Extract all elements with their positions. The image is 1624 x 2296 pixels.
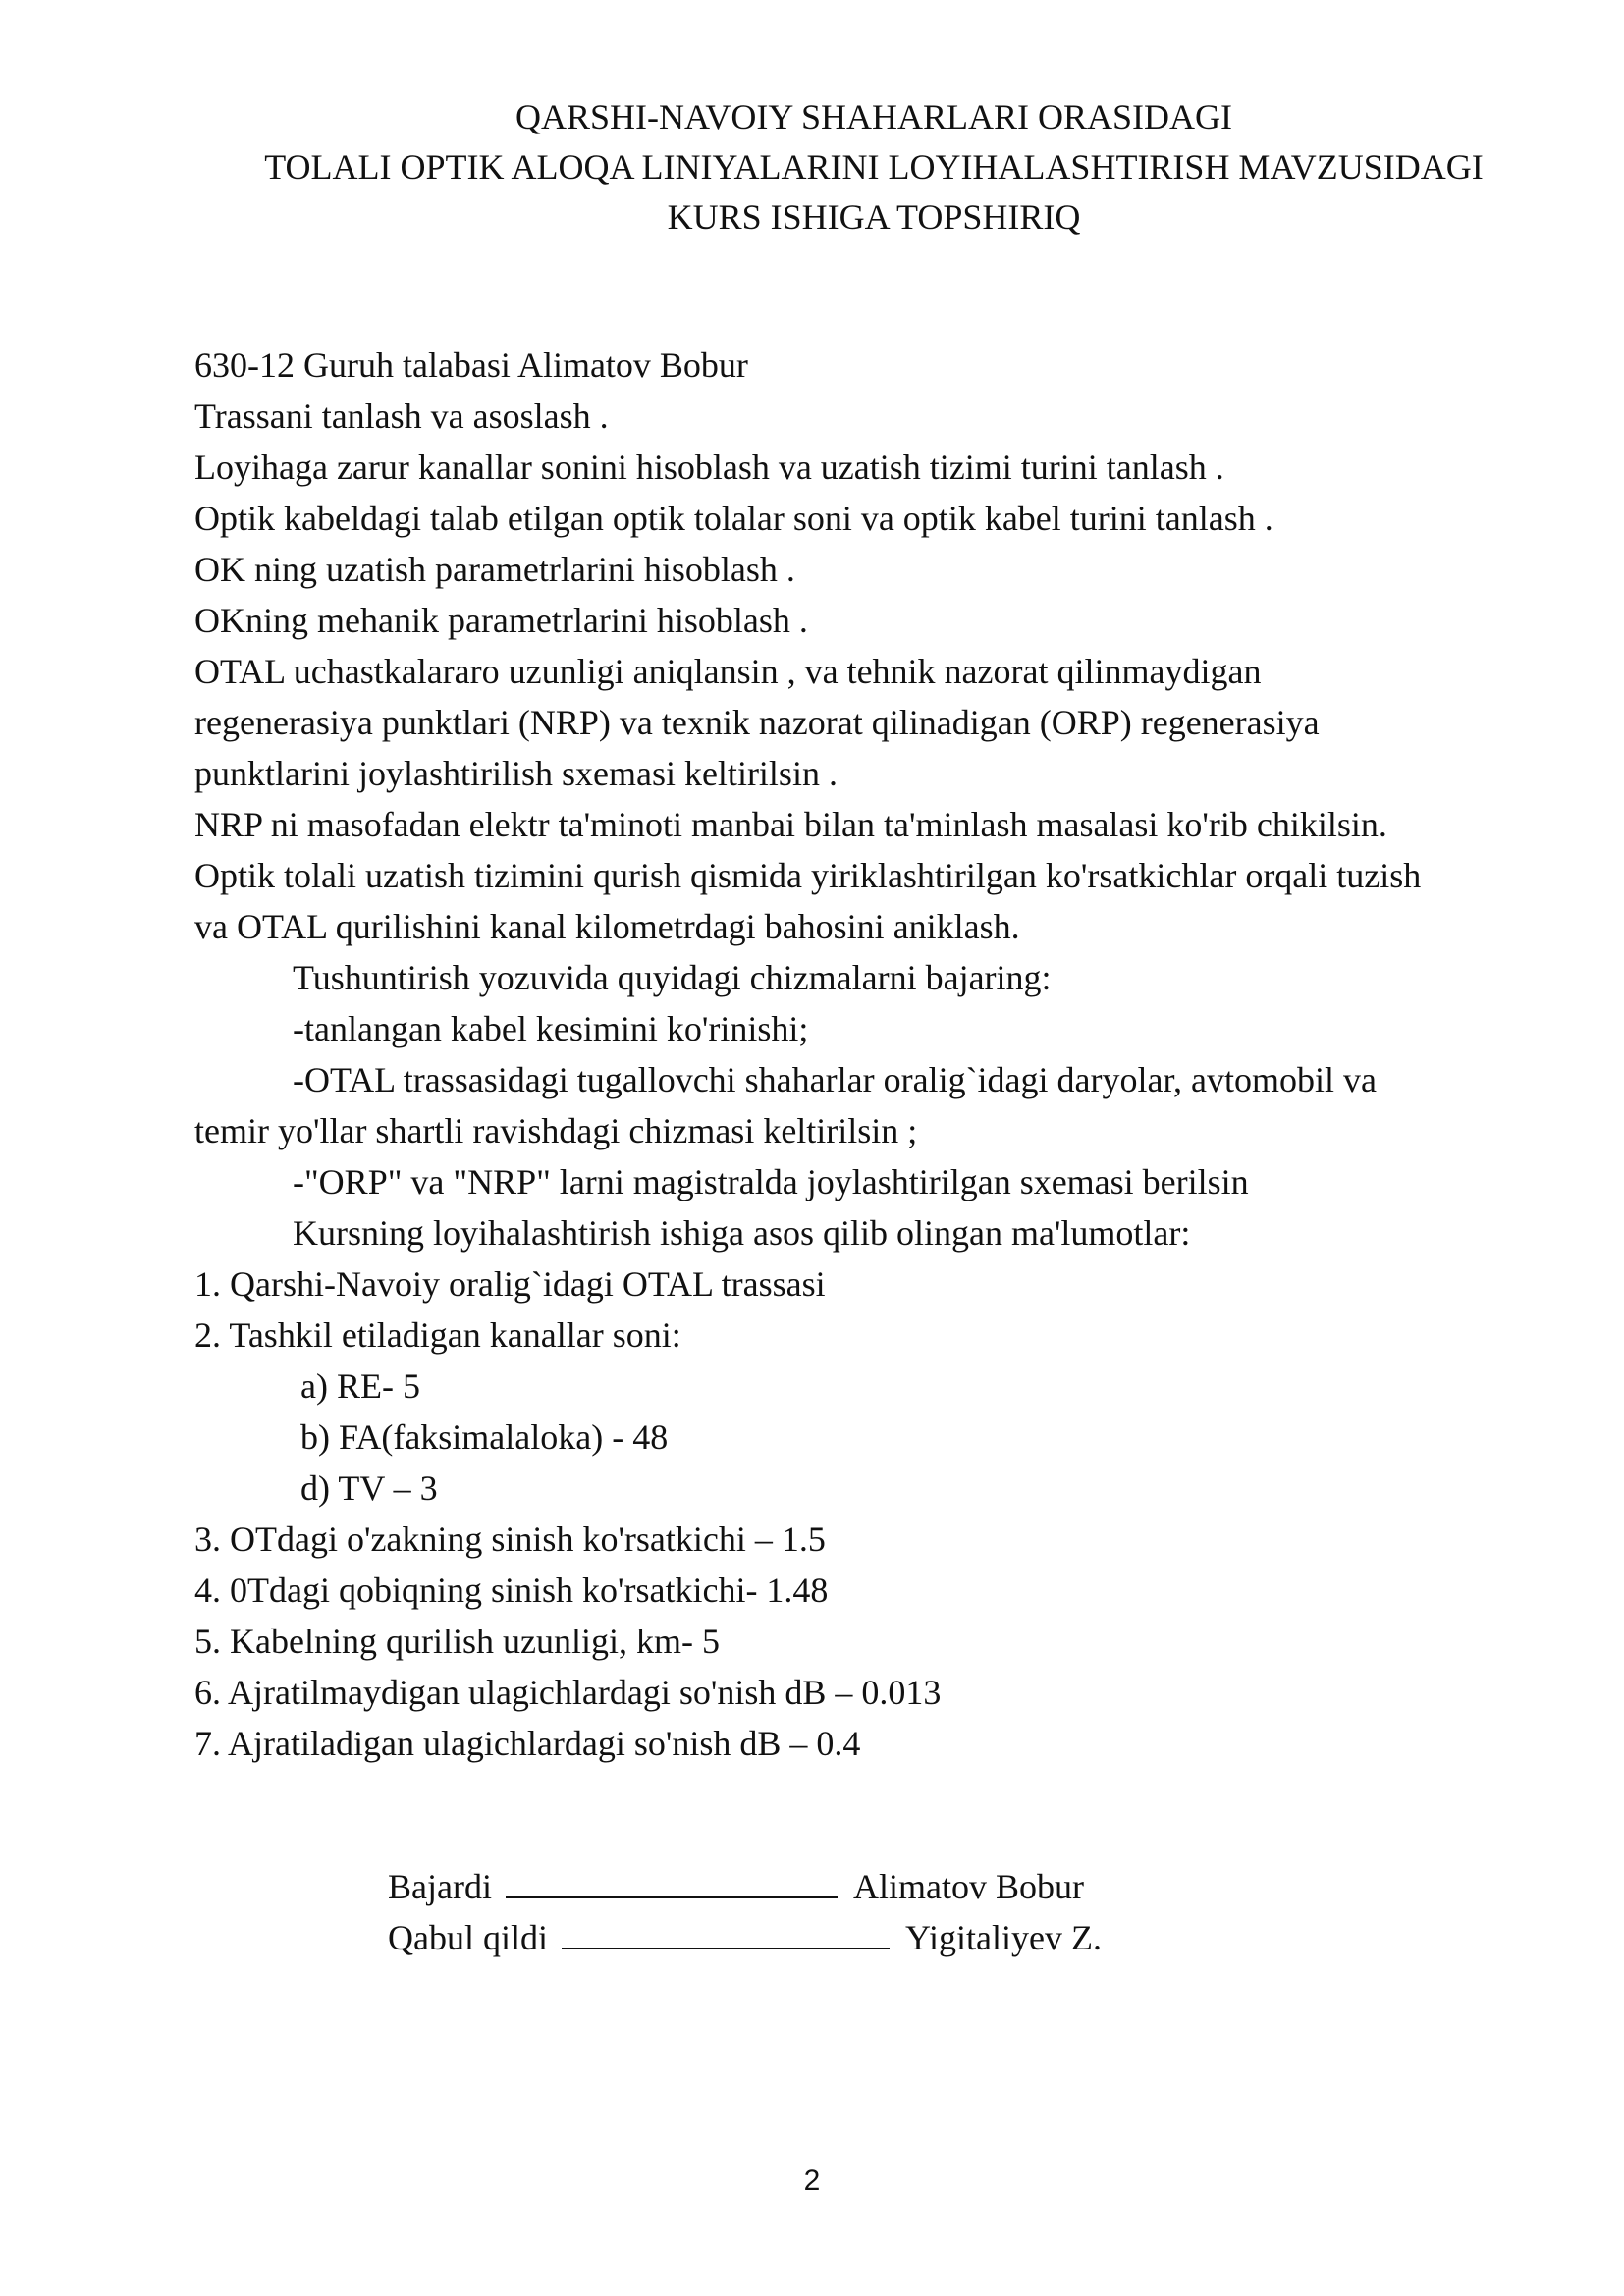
drawings-heading: Tushuntirish yozuvida quyidagi chizmalarni bajaring: xyxy=(293,958,1052,997)
signature-block xyxy=(388,1861,1102,1963)
input-data-item: 6. Ajratilmaydigan ulagichlardagi so'nish dB – 0.013 xyxy=(194,1673,942,1712)
input-data-item: 4. 0Tdagi qobiqning sinish ko'rsatkichi- 1.48 xyxy=(194,1571,829,1610)
signature-line xyxy=(506,1861,838,1898)
assignment-body xyxy=(194,340,1569,1769)
task-item: Trassani tanlash va asoslash . xyxy=(194,397,609,436)
task-item: Optik kabeldagi talab etilgan optik tolalar soni va optik kabel turini tanlash . xyxy=(194,499,1273,538)
channel-subitem: d) TV – 3 xyxy=(300,1468,438,1508)
channel-subitem: a) RE- 5 xyxy=(300,1366,420,1406)
task-item: Loyihaga zarur kanallar sonini hisoblash va uzatish tizimi turini tanlash . xyxy=(194,448,1224,487)
signature-row-accepted xyxy=(388,1912,1102,1963)
input-data-item: 1. Qarshi-Navoiy oralig`idagi OTAL trassasi xyxy=(194,1264,826,1304)
accepted-name: Yigitaliyev Z. xyxy=(904,1918,1102,1957)
title-line-3: KURS ISHIGA TOPSHIRIQ xyxy=(667,197,1081,237)
task-item: OTAL uchastkalararo uzunligi aniqlansin , va tehnik nazorat qilinmaydigan xyxy=(194,652,1262,691)
input-data-item: 2. Tashkil etiladigan kanallar soni: xyxy=(194,1315,681,1355)
task-item: OKning mehanik parametrlarini hisoblash . xyxy=(194,601,808,640)
done-label: Bajardi xyxy=(388,1867,492,1906)
drawing-item: -OTAL trassasidagi tugallovchi shaharlar oralig`idagi daryolar, avtomobil va xyxy=(293,1060,1377,1099)
signature-row-done xyxy=(388,1861,1102,1912)
accepted-label: Qabul qildi xyxy=(388,1918,548,1957)
input-data-item: 5. Kabelning qurilish uzunligi, km- 5 xyxy=(194,1622,720,1661)
task-item: NRP ni masofadan elektr ta'minoti manbai bilan ta'minlash masalasi ko'rib chikilsin. xyxy=(194,805,1387,844)
task-item: Optik tolali uzatish tizimini qurish qismida yiriklashtirilgan ko'rsatkichlar orqali tuzish xyxy=(194,856,1422,895)
drawing-item-continued: temir yo'llar shartli ravishdagi chizmasi keltirilsin ; xyxy=(194,1111,918,1150)
drawing-item: -tanlangan kabel kesimini ko'rinishi; xyxy=(293,1009,809,1048)
input-data-item: 7. Ajratiladigan ulagichlardagi so'nish dB – 0.4 xyxy=(194,1724,861,1763)
signature-line xyxy=(562,1912,890,1949)
task-item: OK ning uzatish parametrlarini hisoblash . xyxy=(194,550,795,589)
task-item-continued: regenerasiya punktlari (NRP) va texnik nazorat qilinadigan (ORP) regenerasiya xyxy=(194,703,1320,742)
student-line: 630-12 Guruh talabasi Alimatov Bobur xyxy=(194,346,748,385)
input-data-heading: Kursning loyihalashtirish ishiga asos qilib olingan ma'lumotlar: xyxy=(293,1213,1191,1253)
channel-subitem: b) FA(faksimalaloka) - 48 xyxy=(300,1417,669,1457)
title-line-2: TOLALI OPTIK ALOQA LINIYALARINI LOYIHALASHTIRISH MAVZUSIDAGI xyxy=(264,147,1484,187)
document-title xyxy=(147,92,1600,242)
input-data-item: 3. OTdagi o'zakning sinish ko'rsatkichi – 1.5 xyxy=(194,1520,826,1559)
title-line-1: QARSHI-NAVOIY SHAHARLARI ORASIDAGI xyxy=(514,97,1233,136)
task-item-continued: punktlarini joylashtirilish sxemasi keltirilsin . xyxy=(194,754,838,793)
done-name: Alimatov Bobur xyxy=(852,1867,1084,1906)
task-item-continued: va OTAL qurilishini kanal kilometrdagi bahosini aniklash. xyxy=(194,907,1020,946)
drawing-item: -"ORP" va "NRP" larni magistralda joylashtirilgan sxemasi berilsin xyxy=(293,1162,1249,1201)
page-number: 2 xyxy=(803,2164,821,2197)
